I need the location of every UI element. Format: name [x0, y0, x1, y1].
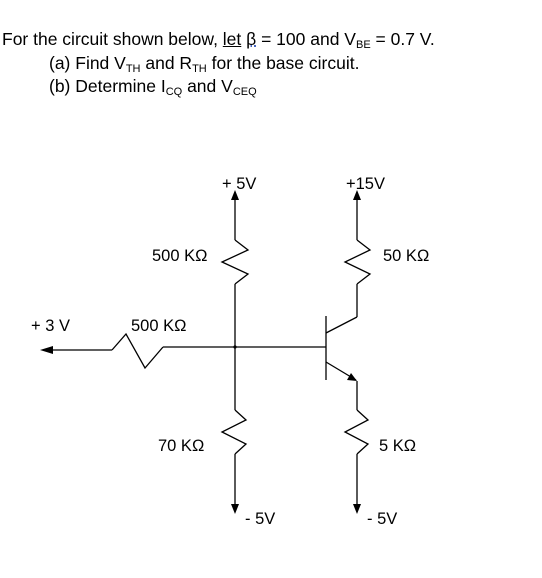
intro-vbe-subscript: BE: [355, 39, 371, 51]
intro-suffix-text: = 0.7 V.: [370, 29, 435, 49]
base-top-supply: [222, 190, 248, 347]
intro-mid-text: = 100 and V: [256, 29, 356, 49]
label-r-base-bottom: 70 KΩ: [158, 437, 205, 455]
part-b-prefix-text: (b) Determine I: [49, 76, 166, 96]
intro-prefix-text: For the circuit shown below,: [2, 29, 223, 49]
part-b-vceq-subscript: CEQ: [232, 86, 257, 98]
part-a-mid-text: and R: [140, 53, 193, 73]
resistor-base-bottom: [222, 410, 246, 454]
intro-beta-symbol: β: [246, 29, 257, 49]
label-r-base-top: 500 KΩ: [152, 247, 208, 265]
intro-let-text: let: [222, 29, 242, 49]
source-branch: [40, 334, 326, 368]
label-base-bottom-supply: - 5V: [245, 510, 276, 528]
part-a-suffix-text: for the base circuit.: [206, 53, 360, 73]
emitter-arrow-icon: [347, 373, 357, 381]
label-source: + 3 V: [31, 317, 70, 335]
part-b-icq-subscript: CQ: [165, 86, 183, 98]
label-collector-supply: +15V: [346, 175, 385, 193]
label-emitter-supply: - 5V: [367, 510, 398, 528]
transistor: [326, 316, 357, 381]
base-node-dot: [233, 345, 236, 348]
transistor-collector-leg: [326, 317, 357, 333]
left-arrow-icon: [40, 346, 53, 354]
part-a-rth-subscript: TH: [192, 63, 207, 75]
label-base-top-supply: + 5V: [222, 175, 257, 193]
label-r-emitter: 5 KΩ: [379, 437, 417, 455]
label-r-source: 500 KΩ: [131, 317, 187, 335]
emitter-branch: [345, 381, 368, 514]
down-arrow-icon: [231, 504, 239, 514]
resistor-collector: [345, 240, 370, 284]
resistor-source: [112, 334, 163, 368]
resistor-emitter: [345, 410, 368, 454]
part-a-prefix-text: (a) Find V: [49, 53, 126, 73]
label-r-collector: 50 KΩ: [383, 247, 430, 265]
base-bottom-supply: [222, 347, 246, 514]
part-b-mid-text: and V: [182, 76, 233, 96]
resistor-base-top: [222, 240, 248, 284]
part-a-vth-subscript: TH: [125, 63, 141, 75]
down-arrow-icon: [353, 504, 361, 514]
collector-branch: [345, 190, 370, 317]
